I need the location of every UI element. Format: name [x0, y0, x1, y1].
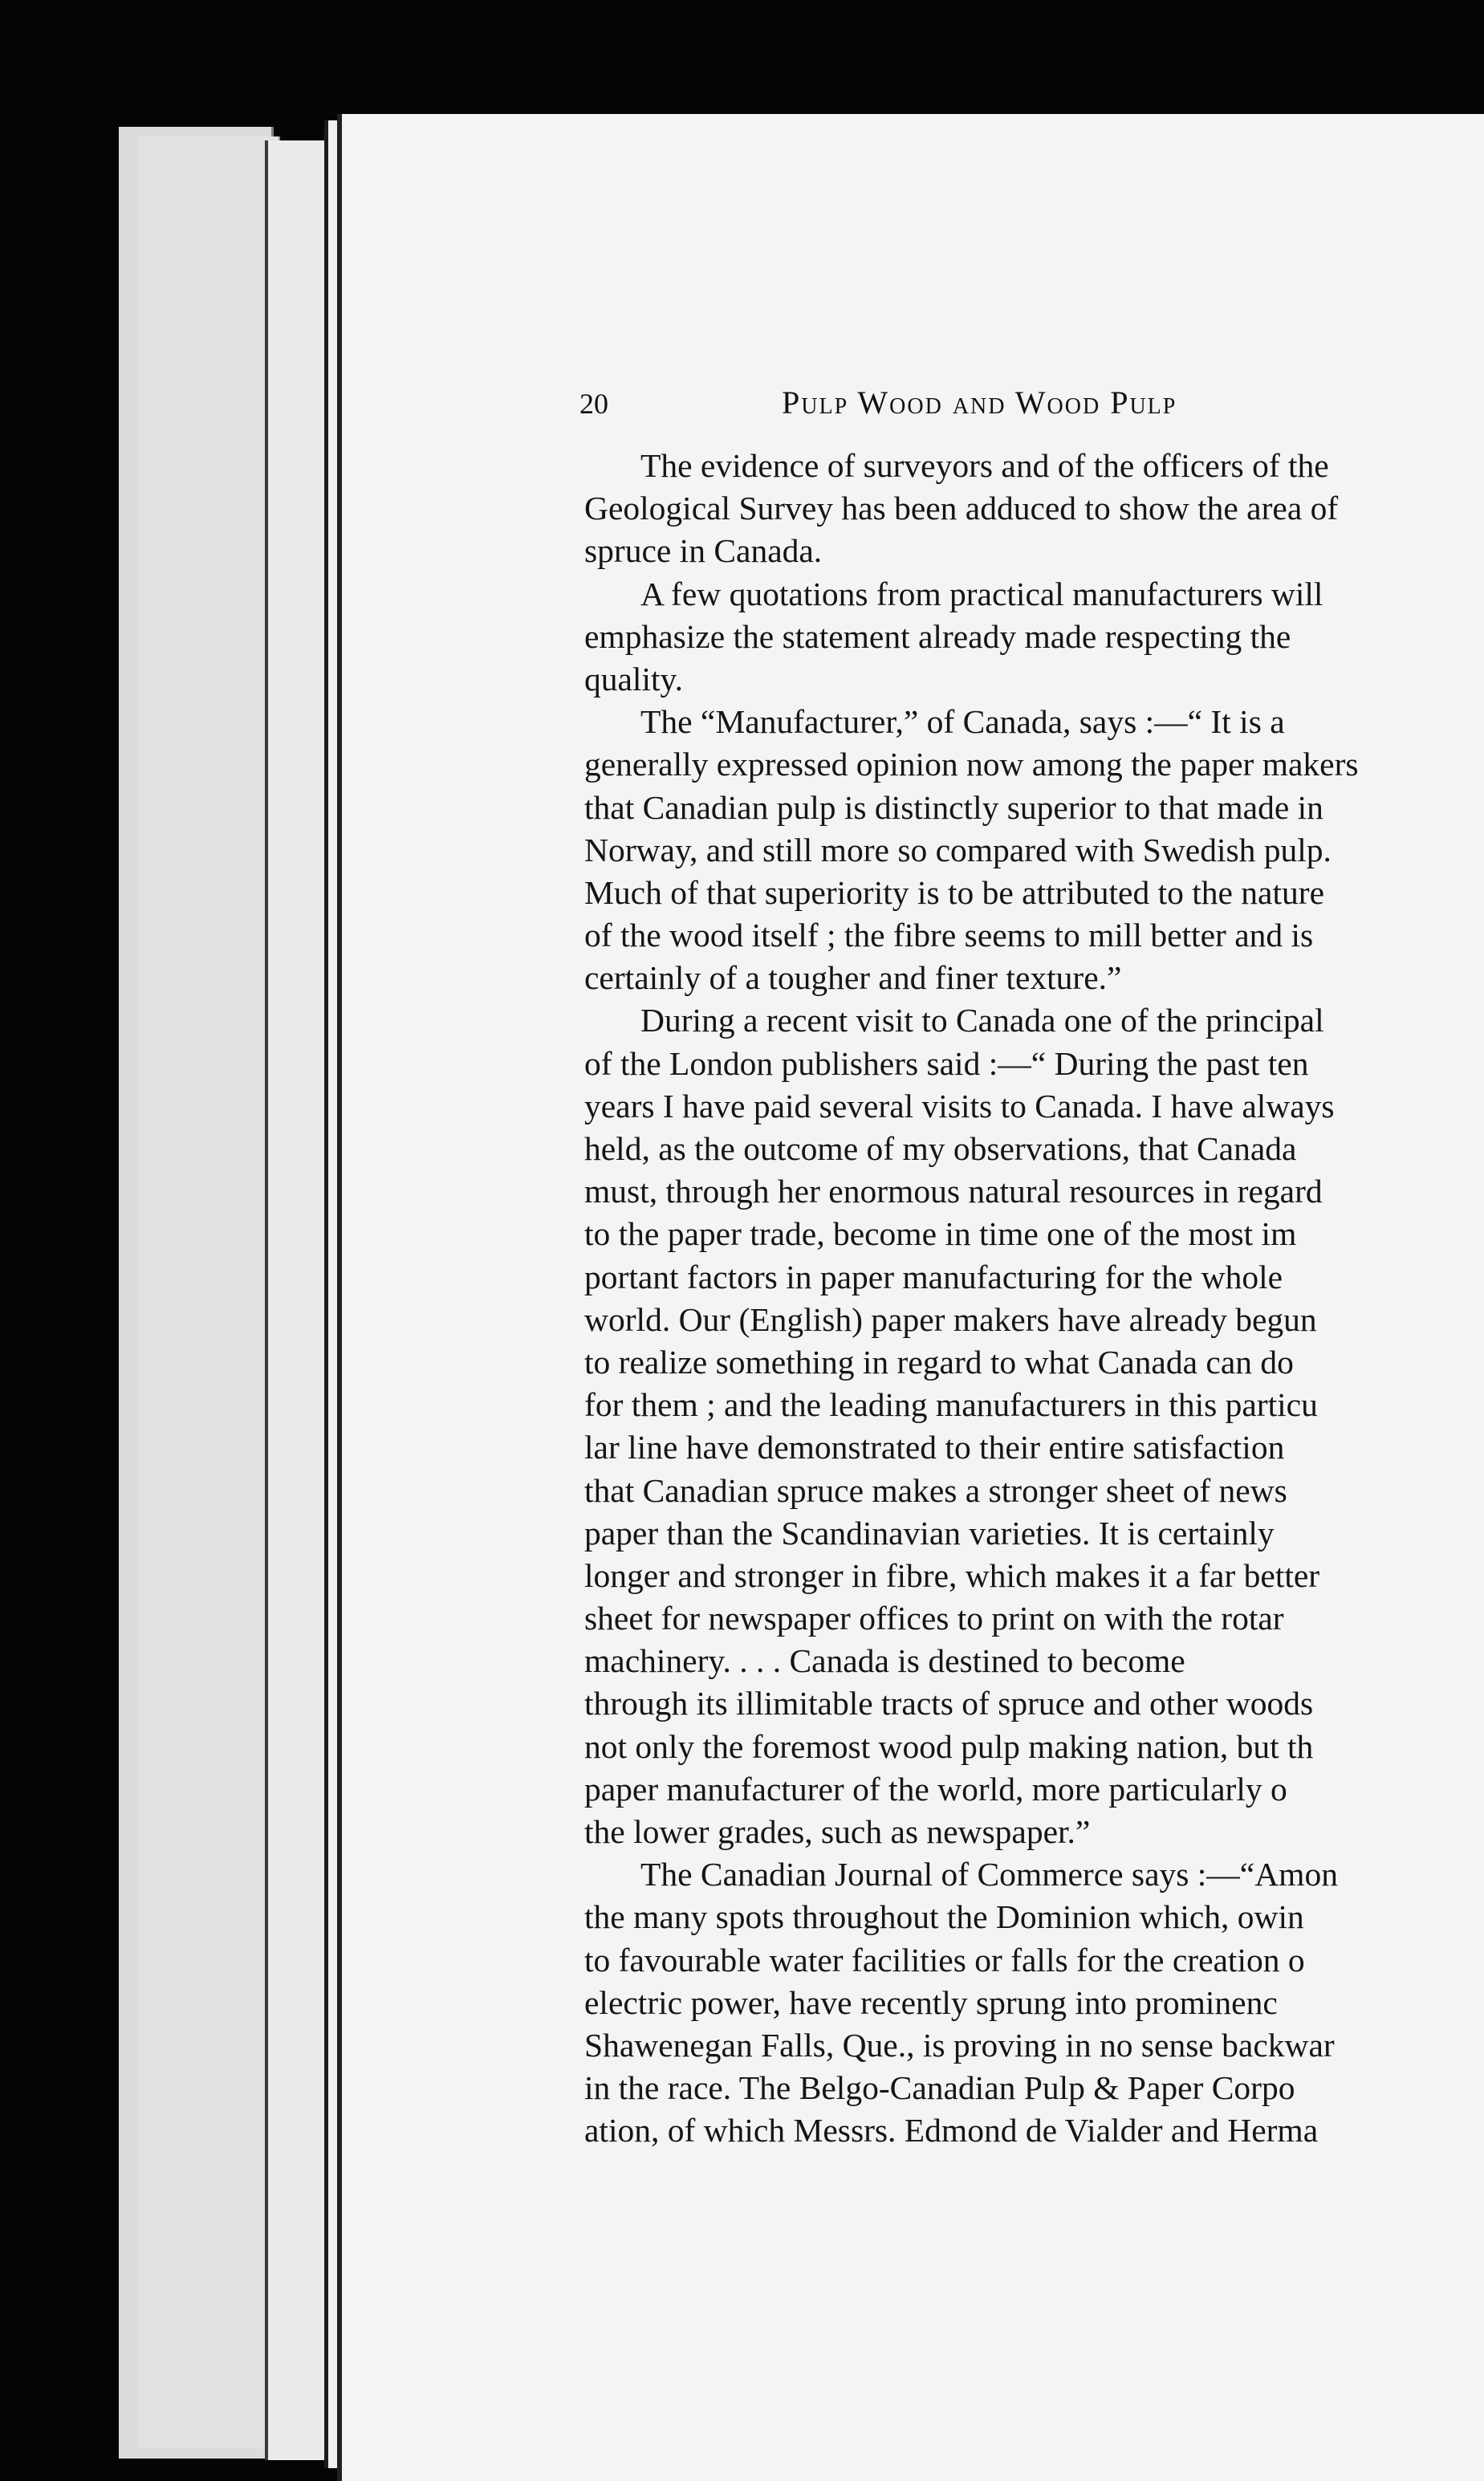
text-line: held, as the outcome of my observations, that Canada: [584, 1130, 1297, 1167]
text-line: sheet for newspaper offices to print on with the rotar: [584, 1600, 1284, 1637]
text-line: ation, of which Messrs. Edmond de Vialder and Herma: [584, 2112, 1319, 2150]
text-line: machinery. . . . Canada is destined to become: [584, 1642, 1185, 1680]
text-line: in the race. The Belgo-Canadian Pulp & Paper Corpo: [584, 2069, 1295, 2107]
text-line: years I have paid several visits to Canada. I have always: [584, 1087, 1335, 1125]
text-line: quality.: [584, 660, 683, 698]
text-line: to favourable water facilities or falls for the creation o: [584, 1941, 1305, 1979]
text-line: certainly of a tougher and finer texture.”: [584, 959, 1122, 997]
text-line: that Canadian pulp is distinctly superior to that made in: [584, 788, 1323, 826]
text-line: that Canadian spruce makes a stronger sheet of news: [584, 1471, 1287, 1509]
page-header: [342, 384, 1484, 435]
text-line: to the paper trade, become in time one of the most im: [584, 1215, 1297, 1253]
text-line: emphasize the statement already made respecting the: [584, 617, 1291, 655]
text-line: of the wood itself ; the fibre seems to mill better and is: [584, 917, 1314, 954]
text-line: Shawenegan Falls, Que., is proving in no sense backwar: [584, 2026, 1335, 2064]
text-line: must, through her enormous natural resources in regard: [584, 1173, 1323, 1210]
text-line: electric power, have recently sprung into prominenc: [584, 1983, 1278, 2021]
text-line: The “Manufacturer,” of Canada, says :—“ It is a: [640, 703, 1285, 741]
text-line: through its illimitable tracts of spruce and other woods: [584, 1685, 1314, 1722]
text-line: the lower grades, such as newspaper.”: [584, 1813, 1091, 1850]
text-line: paper manufacturer of the world, more particularly o: [584, 1770, 1287, 1808]
page-number: 20: [579, 388, 608, 420]
text-line: of the London publishers said :—“ During the past ten: [584, 1044, 1309, 1082]
text-line: the many spots throughout the Dominion which, owin: [584, 1898, 1304, 1936]
text-line: The evidence of surveyors and of the officers of the: [640, 447, 1329, 484]
text-line: world. Our (English) paper makers have already begun: [584, 1300, 1317, 1338]
text-line: During a recent visit to Canada one of the principal: [640, 1002, 1324, 1039]
book-page: [337, 114, 1484, 2481]
text-line: to realize something in regard to what Canada can do: [584, 1343, 1294, 1381]
text-line: longer and stronger in fibre, which makes it a far better: [584, 1556, 1320, 1594]
text-line: portant factors in paper manufacturing for the whole: [584, 1258, 1283, 1295]
text-line: The Canadian Journal of Commerce says :—“Amon: [640, 1856, 1338, 1893]
text-line: not only the foremost wood pulp making nation, but th: [584, 1727, 1314, 1765]
text-line: lar line have demonstrated to their entire satisfaction: [584, 1429, 1285, 1466]
text-line: Much of that superiority is to be attributed to the nature: [584, 873, 1324, 911]
text-line: generally expressed opinion now among the paper makers: [584, 746, 1359, 783]
body-text: [584, 445, 1484, 2153]
text-line: paper than the Scandinavian varieties. It is certainly: [584, 1514, 1275, 1552]
text-line: A few quotations from practical manufacturers will: [640, 575, 1323, 612]
text-line: Geological Survey has been adduced to show the area of: [584, 490, 1339, 527]
running-title: Pulp Wood and Wood Pulp: [782, 384, 1177, 421]
text-line: spruce in Canada.: [584, 532, 823, 570]
text-line: for them ; and the leading manufacturers in this particu: [584, 1386, 1318, 1424]
text-line: Norway, and still more so compared with Swedish pulp.: [584, 831, 1332, 868]
book-page-edge: [138, 136, 280, 2448]
